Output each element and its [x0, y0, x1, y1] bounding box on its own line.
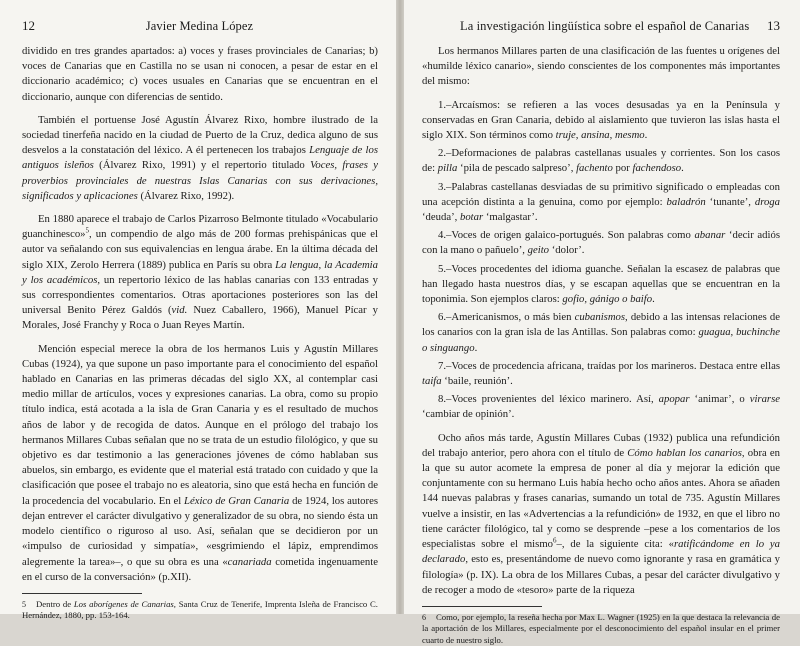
left-page-body	[22, 44, 378, 622]
footnote: 6 Como, por ejemplo, la reseña hecha por Max L. Wagner (1925) en la que destaca la relevancia de la aportación de los Millares, especialmente por el desconocimiento del español insular en el primer cuarto de nuestro siglo.	[422, 611, 780, 645]
page-number: 12	[22, 18, 35, 33]
paragraph: Mención especial merece la obra de los hermanos Luis y Agustín Millares Cubas (1924), ya que supone un paso importante para el conocimiento del español hablado en Canarias en las primeras décadas del siglo XX, al contemplar casi medio millar de artículos, voces y expresiones canarias. La obra, como su propio título indica, está acotada a la isla de Gran Canaria y es el resultado de muchos años de labor y de recogida de datos. Aunque en el prólogo del trabajo los hermanos Millares Cubas señalan que no se trata de un estudio filológico, y que su objetivo es dar testimonio a las generaciones jóvenes de cómo hablaban sus abuelos, sin embargo, es evidente que el material está tratado con cuidado y que la clasificación que posee el trabajo no es aleatoria, sino que está hecha en función de la procedencia del vocabulario. En el Léxico de Gran Canaria de 1924, los autores dejan entrever el carácter divulgativo y generalizador de su obra, no siendo ésta un modelo científico o riguroso al uso. Así, señalan que se decidieron por un «impulso de curiosidad y simpatía», «esgrimiendo el lápiz, emprendimos alegremente la tarea»–, o que su obra es una «canariada cometida ingenuamente en el curso de la conversación» (p.XII).	[22, 342, 378, 583]
list-item: 5.–Voces procedentes del idioma guanche. Señalan la escasez de palabras que han llegado hasta nuestros días, y se escapan aquellas que se encuentran en la toponimia. Son ejemplos claros: gofio, gánigo o baifo.	[422, 262, 780, 306]
running-head: La investigación lingüística sobre el español de Canarias	[460, 19, 750, 33]
right-page	[404, 0, 800, 645]
paragraph: Ocho años más tarde, Agustín Millares Cubas (1932) publica una refundición del trabajo anterior, pero ahora con el título de Cómo hablan los canarios, obra en la que su autor acomete la empresa de poner al día y mejorar la edición que conjuntamente con su hermano Luis había hecho ocho años antes. Ahora se añaden 144 nuevas palabras y frases canarias, sumando un total de 735. Agustín Millares vuelve a insistir, en las «Advertencias a la refundición» de 1932, en que el libro no tiene carácter filológico, tal y como se desprende –pese a los comentarios de los especialistas sobre el mismo$^6$–, de la siguiente cita: «ratificándome en lo ya declarado, esto es, presentándome de nuevo como ignorante y rasa en gramática y filología» (p. IX). La obra de los Millares Cubas, a pesar del carácter divulgativo y de recoger a modo de «tesoro» parte de la riqueza	[422, 431, 780, 596]
paragraph: Los hermanos Millares parten de una clasificación de las fuentes u orígenes del «humilde léxico canario», siendo conscientes de los componentes más importantes del mismo:	[422, 45, 780, 88]
footnote-divider	[22, 593, 142, 594]
paragraph: En 1880 aparece el trabajo de Carlos Pizarroso Belmonte titulado «Vocabulario guanchinesco»$^5$, un compendio de algo más de 200 formas prehispánicas que el autor va señalando con sus equivalencias en lengua árabe. En la última década del siglo XIX, Zerolo Herrera (1889) publica en París su obra La lengua, la Academia y los académicos, un repertorio léxico de las hablas canarias con 133 entradas y sus correspondientes comentarios. Otras aportaciones posteriores son las del universal Benito Pérez Galdós (vid. Nuez Caballero, 1966), Manuel Pícar y Morales, José Franchy y Roca o Juan Reyes Martín.	[22, 213, 378, 332]
left-page-header	[22, 18, 378, 34]
list-item: 8.–Voces provenientes del léxico marinero. Así, apopar ‘animar’, o virarse ‘cambiar de opinión’.	[422, 393, 780, 421]
list-item: 3.–Palabras castellanas desviadas de su primitivo significado o empleadas con una acepción distinta a la genuina, como por ejemplo: baladrón ‘tunante’, droga ‘deuda’, botar ‘malgastar’.	[422, 180, 780, 224]
list-item: 7.–Voces de procedencia africana, traídas por los marineros. Destaca entre ellas taifa ‘baile, reunión’.	[422, 359, 780, 388]
list-item: 6.–Americanismos, o más bien cubanismos, debido a las intensas relaciones de los canarios con la gran isla de las Antillas. Son palabras como: guagua, buchinche o singuango.	[422, 311, 781, 354]
right-page-body	[422, 44, 780, 646]
book-gutter	[396, 0, 404, 614]
right-page-header	[422, 18, 780, 34]
page-number: 13	[767, 18, 780, 33]
list-item: 1.–Arcaísmos: se refieren a las voces desusadas ya en la Península y conservadas en Gran Canaria, debido al aislamiento que tuvieron las islas hasta el siglo XIX. Son términos como truje, ansina, mesmo.	[422, 98, 780, 142]
running-head: Javier Medina López	[145, 19, 254, 33]
paragraph: También el portuense José Agustín Álvarez Rixo, hombre ilustrado de la sociedad tinerfeña nacido en la ciudad de Puerto de la Cruz, dedica alguno de sus desvelos a la constatación del léxico. A él pertenecen los trabajos Lenguaje de los antiguos isleños (Álvarez Rixo, 1991) y el repertorio titulado Voces, frases y proverbios provinciales de nuestras Islas Canarias con sus derivaciones, significados y aplicaciones (Álvarez Rixo, 1992).	[22, 113, 378, 202]
list-item: 4.–Voces de origen galaico-portugués. Son palabras como abanar ‘decir adiós con la mano o pañuelo’, geito ‘dolor’.	[422, 229, 780, 257]
footnote-divider	[422, 606, 542, 607]
footnote: 5 Dentro de Los aborígenes de Canarias, Santa Cruz de Tenerife, Imprenta Isleña de Francisco C. Hernández, 1880, pp. 153-164.	[22, 598, 378, 621]
paragraph: dividido en tres grandes apartados: a) voces y frases provinciales de Canarias; b) voces de Canarias que en Castilla no se usan ni conocen, a pesar de estar en el diccionario académico; c) voces usuales en Canarias que se encuentran en el diccionario, aunque con diferencias de sentido.	[22, 45, 378, 103]
left-page	[0, 0, 396, 621]
list-item: 2.–Deformaciones de palabras castellanas usuales y corrientes. Son los casos de: pilla ‘pila de pescado salpreso’, fachento por fachendoso.	[422, 147, 780, 175]
